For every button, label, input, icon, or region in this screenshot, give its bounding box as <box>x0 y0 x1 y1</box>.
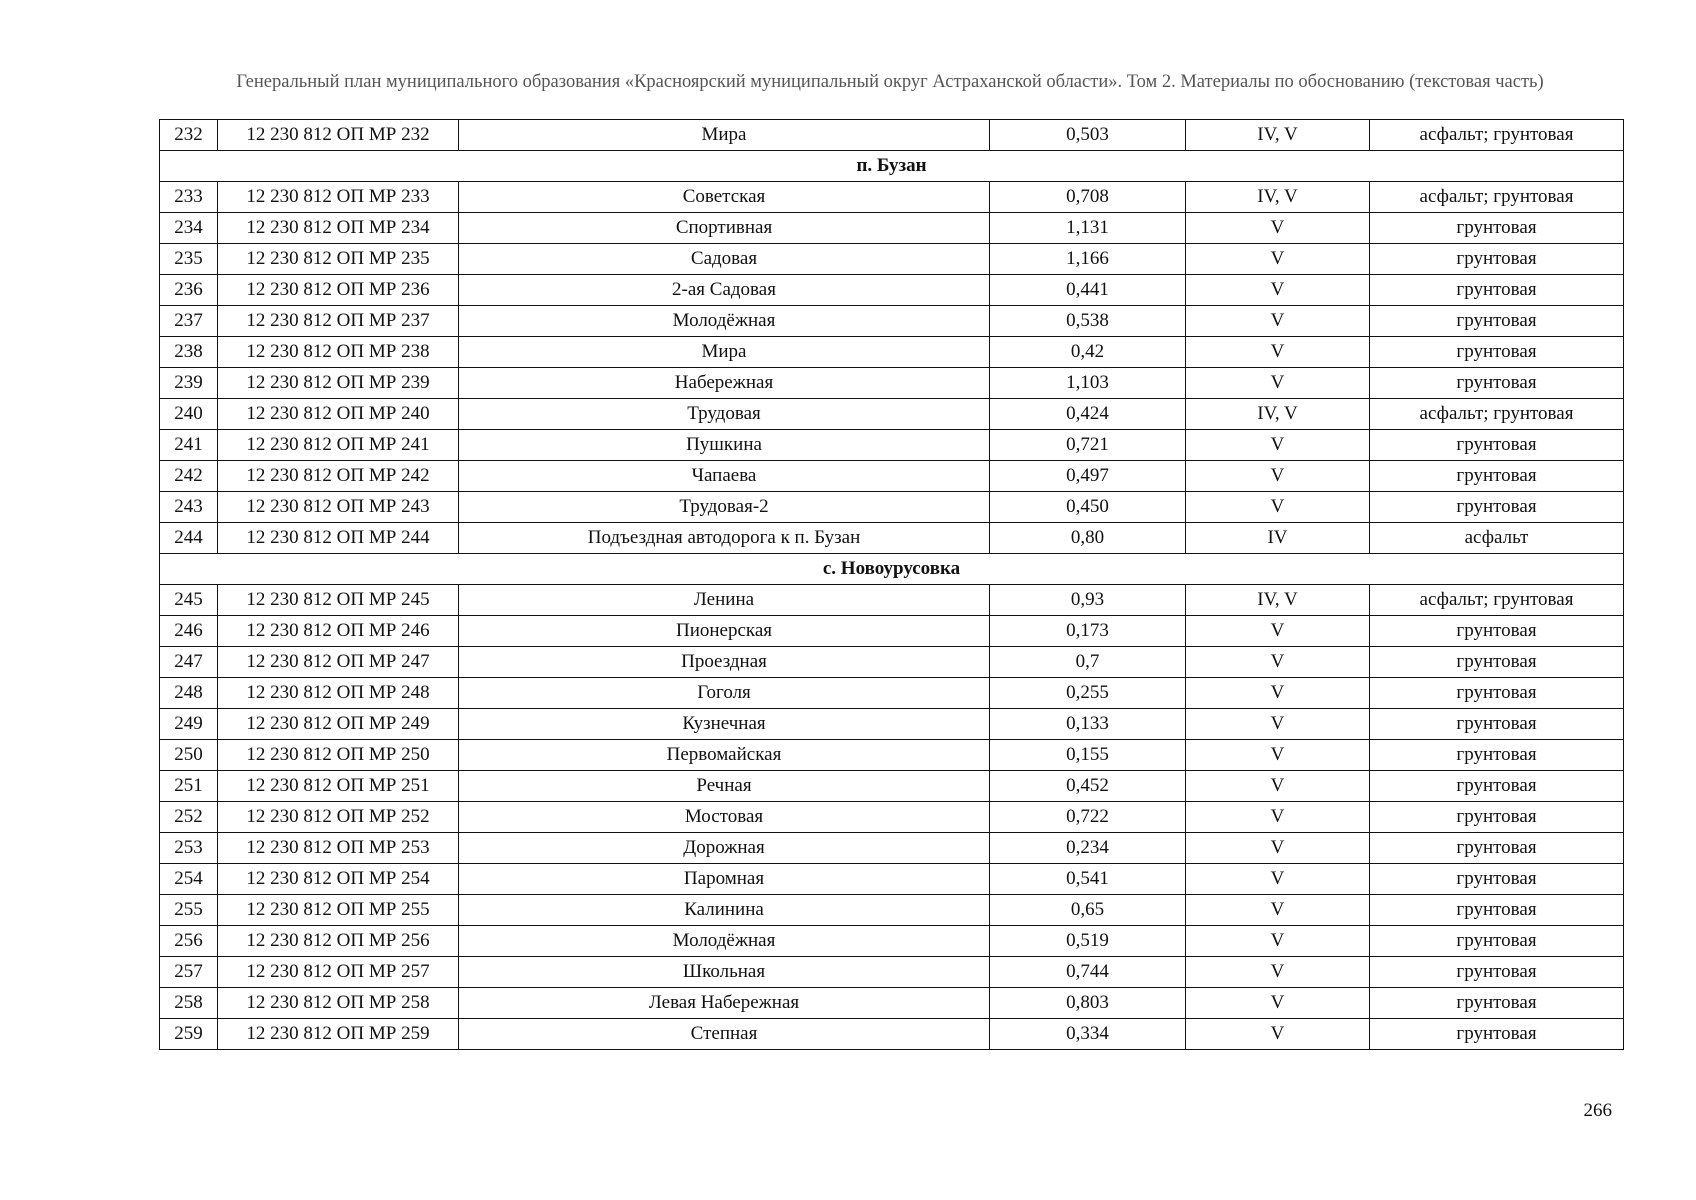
street-name-cell: Мира <box>459 120 990 151</box>
category-cell: V <box>1186 895 1370 926</box>
table-row <box>160 306 1624 337</box>
category-cell: V <box>1186 988 1370 1019</box>
page-number: 266 <box>1583 1100 1612 1121</box>
road-code-cell: 12 230 812 ОП МР 257 <box>218 957 459 988</box>
street-name-cell: Пушкина <box>459 430 990 461</box>
length-cell: 0,503 <box>990 120 1186 151</box>
category-cell: IV, V <box>1186 399 1370 430</box>
surface-type-cell: грунтовая <box>1370 895 1624 926</box>
surface-type-cell: грунтовая <box>1370 368 1624 399</box>
table-row <box>160 337 1624 368</box>
length-cell: 0,173 <box>990 616 1186 647</box>
street-name-cell: Набережная <box>459 368 990 399</box>
length-cell: 0,519 <box>990 926 1186 957</box>
table-row <box>160 523 1624 554</box>
road-code-cell: 12 230 812 ОП МР 234 <box>218 213 459 244</box>
length-cell: 0,721 <box>990 430 1186 461</box>
street-name-cell: Первомайская <box>459 740 990 771</box>
category-cell: V <box>1186 957 1370 988</box>
length-cell: 0,42 <box>990 337 1186 368</box>
surface-type-cell: грунтовая <box>1370 678 1624 709</box>
surface-type-cell: асфальт; грунтовая <box>1370 120 1624 151</box>
table-row <box>160 213 1624 244</box>
street-name-cell: Кузнечная <box>459 709 990 740</box>
row-number-cell: 237 <box>160 306 218 337</box>
row-number-cell: 250 <box>160 740 218 771</box>
category-cell: V <box>1186 1019 1370 1050</box>
surface-type-cell: грунтовая <box>1370 461 1624 492</box>
surface-type-cell: грунтовая <box>1370 213 1624 244</box>
row-number-cell: 259 <box>160 1019 218 1050</box>
category-cell: V <box>1186 771 1370 802</box>
length-cell: 1,166 <box>990 244 1186 275</box>
row-number-cell: 238 <box>160 337 218 368</box>
length-cell: 0,93 <box>990 585 1186 616</box>
row-number-cell: 257 <box>160 957 218 988</box>
table-row <box>160 833 1624 864</box>
road-code-cell: 12 230 812 ОП МР 247 <box>218 647 459 678</box>
length-cell: 0,155 <box>990 740 1186 771</box>
surface-type-cell: грунтовая <box>1370 926 1624 957</box>
table-row <box>160 740 1624 771</box>
street-name-cell: Калинина <box>459 895 990 926</box>
street-name-cell: Советская <box>459 182 990 213</box>
street-name-cell: Молодёжная <box>459 926 990 957</box>
surface-type-cell: грунтовая <box>1370 771 1624 802</box>
row-number-cell: 236 <box>160 275 218 306</box>
length-cell: 0,497 <box>990 461 1186 492</box>
road-code-cell: 12 230 812 ОП МР 237 <box>218 306 459 337</box>
length-cell: 0,541 <box>990 864 1186 895</box>
table-row <box>160 244 1624 275</box>
length-cell: 0,803 <box>990 988 1186 1019</box>
category-cell: V <box>1186 616 1370 647</box>
length-cell: 0,80 <box>990 523 1186 554</box>
surface-type-cell: грунтовая <box>1370 306 1624 337</box>
road-code-cell: 12 230 812 ОП МР 232 <box>218 120 459 151</box>
surface-type-cell: грунтовая <box>1370 988 1624 1019</box>
street-name-cell: Паромная <box>459 864 990 895</box>
street-name-cell: Спортивная <box>459 213 990 244</box>
street-name-cell: Чапаева <box>459 461 990 492</box>
surface-type-cell: грунтовая <box>1370 492 1624 523</box>
row-number-cell: 255 <box>160 895 218 926</box>
road-code-cell: 12 230 812 ОП МР 233 <box>218 182 459 213</box>
row-number-cell: 242 <box>160 461 218 492</box>
length-cell: 0,708 <box>990 182 1186 213</box>
row-number-cell: 256 <box>160 926 218 957</box>
length-cell: 0,234 <box>990 833 1186 864</box>
street-name-cell: Трудовая-2 <box>459 492 990 523</box>
table-row <box>160 647 1624 678</box>
category-cell: IV <box>1186 523 1370 554</box>
length-cell: 0,744 <box>990 957 1186 988</box>
category-cell: V <box>1186 833 1370 864</box>
row-number-cell: 240 <box>160 399 218 430</box>
settlement-name: п. Бузан <box>160 151 1624 182</box>
road-code-cell: 12 230 812 ОП МР 255 <box>218 895 459 926</box>
street-name-cell: Трудовая <box>459 399 990 430</box>
street-name-cell: Речная <box>459 771 990 802</box>
street-name-cell: 2-ая Садовая <box>459 275 990 306</box>
road-code-cell: 12 230 812 ОП МР 254 <box>218 864 459 895</box>
road-code-cell: 12 230 812 ОП МР 243 <box>218 492 459 523</box>
category-cell: V <box>1186 306 1370 337</box>
surface-type-cell: грунтовая <box>1370 740 1624 771</box>
row-number-cell: 248 <box>160 678 218 709</box>
street-name-cell: Молодёжная <box>459 306 990 337</box>
road-code-cell: 12 230 812 ОП МР 250 <box>218 740 459 771</box>
length-cell: 0,722 <box>990 802 1186 833</box>
road-code-cell: 12 230 812 ОП МР 240 <box>218 399 459 430</box>
row-number-cell: 239 <box>160 368 218 399</box>
surface-type-cell: грунтовая <box>1370 275 1624 306</box>
length-cell: 0,334 <box>990 1019 1186 1050</box>
surface-type-cell: грунтовая <box>1370 802 1624 833</box>
category-cell: V <box>1186 864 1370 895</box>
category-cell: V <box>1186 368 1370 399</box>
roads-table <box>159 119 1624 1050</box>
road-code-cell: 12 230 812 ОП МР 236 <box>218 275 459 306</box>
road-code-cell: 12 230 812 ОП МР 259 <box>218 1019 459 1050</box>
section-header-row <box>160 151 1624 182</box>
row-number-cell: 258 <box>160 988 218 1019</box>
surface-type-cell: асфальт; грунтовая <box>1370 399 1624 430</box>
surface-type-cell: грунтовая <box>1370 337 1624 368</box>
road-code-cell: 12 230 812 ОП МР 248 <box>218 678 459 709</box>
length-cell: 0,7 <box>990 647 1186 678</box>
surface-type-cell: грунтовая <box>1370 833 1624 864</box>
category-cell: V <box>1186 213 1370 244</box>
street-name-cell: Садовая <box>459 244 990 275</box>
table-row <box>160 368 1624 399</box>
table-row <box>160 120 1624 151</box>
row-number-cell: 235 <box>160 244 218 275</box>
row-number-cell: 254 <box>160 864 218 895</box>
table-row <box>160 492 1624 523</box>
road-code-cell: 12 230 812 ОП МР 246 <box>218 616 459 647</box>
table-row <box>160 864 1624 895</box>
row-number-cell: 233 <box>160 182 218 213</box>
surface-type-cell: грунтовая <box>1370 244 1624 275</box>
table-row <box>160 988 1624 1019</box>
category-cell: V <box>1186 492 1370 523</box>
length-cell: 0,65 <box>990 895 1186 926</box>
table-row <box>160 275 1624 306</box>
surface-type-cell: грунтовая <box>1370 864 1624 895</box>
surface-type-cell: грунтовая <box>1370 647 1624 678</box>
category-cell: V <box>1186 461 1370 492</box>
row-number-cell: 241 <box>160 430 218 461</box>
row-number-cell: 232 <box>160 120 218 151</box>
table-row <box>160 430 1624 461</box>
category-cell: V <box>1186 740 1370 771</box>
street-name-cell: Подъездная автодорога к п. Бузан <box>459 523 990 554</box>
row-number-cell: 249 <box>160 709 218 740</box>
road-code-cell: 12 230 812 ОП МР 256 <box>218 926 459 957</box>
road-code-cell: 12 230 812 ОП МР 258 <box>218 988 459 1019</box>
table-row <box>160 926 1624 957</box>
category-cell: V <box>1186 647 1370 678</box>
table-row <box>160 399 1624 430</box>
road-code-cell: 12 230 812 ОП МР 235 <box>218 244 459 275</box>
category-cell: V <box>1186 430 1370 461</box>
row-number-cell: 247 <box>160 647 218 678</box>
street-name-cell: Левая Набережная <box>459 988 990 1019</box>
row-number-cell: 243 <box>160 492 218 523</box>
table-row <box>160 895 1624 926</box>
length-cell: 0,450 <box>990 492 1186 523</box>
road-code-cell: 12 230 812 ОП МР 238 <box>218 337 459 368</box>
category-cell: IV, V <box>1186 182 1370 213</box>
surface-type-cell: грунтовая <box>1370 430 1624 461</box>
street-name-cell: Гоголя <box>459 678 990 709</box>
row-number-cell: 251 <box>160 771 218 802</box>
surface-type-cell: асфальт; грунтовая <box>1370 585 1624 616</box>
street-name-cell: Мостовая <box>459 802 990 833</box>
street-name-cell: Пионерская <box>459 616 990 647</box>
street-name-cell: Школьная <box>459 957 990 988</box>
row-number-cell: 252 <box>160 802 218 833</box>
surface-type-cell: грунтовая <box>1370 1019 1624 1050</box>
road-code-cell: 12 230 812 ОП МР 244 <box>218 523 459 554</box>
table-row <box>160 771 1624 802</box>
length-cell: 0,538 <box>990 306 1186 337</box>
row-number-cell: 253 <box>160 833 218 864</box>
table-row <box>160 182 1624 213</box>
surface-type-cell: грунтовая <box>1370 616 1624 647</box>
length-cell: 0,424 <box>990 399 1186 430</box>
section-header-row <box>160 554 1624 585</box>
surface-type-cell: грунтовая <box>1370 957 1624 988</box>
road-code-cell: 12 230 812 ОП МР 242 <box>218 461 459 492</box>
row-number-cell: 234 <box>160 213 218 244</box>
road-code-cell: 12 230 812 ОП МР 253 <box>218 833 459 864</box>
street-name-cell: Проездная <box>459 647 990 678</box>
surface-type-cell: грунтовая <box>1370 709 1624 740</box>
table-row <box>160 1019 1624 1050</box>
category-cell: IV, V <box>1186 585 1370 616</box>
table-row <box>160 585 1624 616</box>
row-number-cell: 245 <box>160 585 218 616</box>
category-cell: V <box>1186 244 1370 275</box>
road-code-cell: 12 230 812 ОП МР 249 <box>218 709 459 740</box>
category-cell: V <box>1186 709 1370 740</box>
category-cell: V <box>1186 275 1370 306</box>
row-number-cell: 246 <box>160 616 218 647</box>
table-row <box>160 957 1624 988</box>
road-code-cell: 12 230 812 ОП МР 252 <box>218 802 459 833</box>
length-cell: 1,103 <box>990 368 1186 399</box>
street-name-cell: Дорожная <box>459 833 990 864</box>
street-name-cell: Степная <box>459 1019 990 1050</box>
length-cell: 0,255 <box>990 678 1186 709</box>
length-cell: 1,131 <box>990 213 1186 244</box>
road-code-cell: 12 230 812 ОП МР 239 <box>218 368 459 399</box>
table-row <box>160 461 1624 492</box>
table-row <box>160 678 1624 709</box>
category-cell: V <box>1186 802 1370 833</box>
category-cell: V <box>1186 678 1370 709</box>
category-cell: IV, V <box>1186 120 1370 151</box>
length-cell: 0,441 <box>990 275 1186 306</box>
road-code-cell: 12 230 812 ОП МР 251 <box>218 771 459 802</box>
street-name-cell: Мира <box>459 337 990 368</box>
street-name-cell: Ленина <box>459 585 990 616</box>
table-row <box>160 616 1624 647</box>
settlement-name: с. Новоурусовка <box>160 554 1624 585</box>
length-cell: 0,133 <box>990 709 1186 740</box>
road-code-cell: 12 230 812 ОП МР 245 <box>218 585 459 616</box>
surface-type-cell: асфальт <box>1370 523 1624 554</box>
category-cell: V <box>1186 337 1370 368</box>
road-code-cell: 12 230 812 ОП МР 241 <box>218 430 459 461</box>
table-row <box>160 709 1624 740</box>
category-cell: V <box>1186 926 1370 957</box>
row-number-cell: 244 <box>160 523 218 554</box>
length-cell: 0,452 <box>990 771 1186 802</box>
surface-type-cell: асфальт; грунтовая <box>1370 182 1624 213</box>
roads-table-body <box>160 120 1624 1050</box>
page-header: Генеральный план муниципального образования «Красноярский муниципальный округ Астраханской области». Том 2. Материалы по обоснованию (текстовая часть) <box>236 72 1544 92</box>
table-row <box>160 802 1624 833</box>
